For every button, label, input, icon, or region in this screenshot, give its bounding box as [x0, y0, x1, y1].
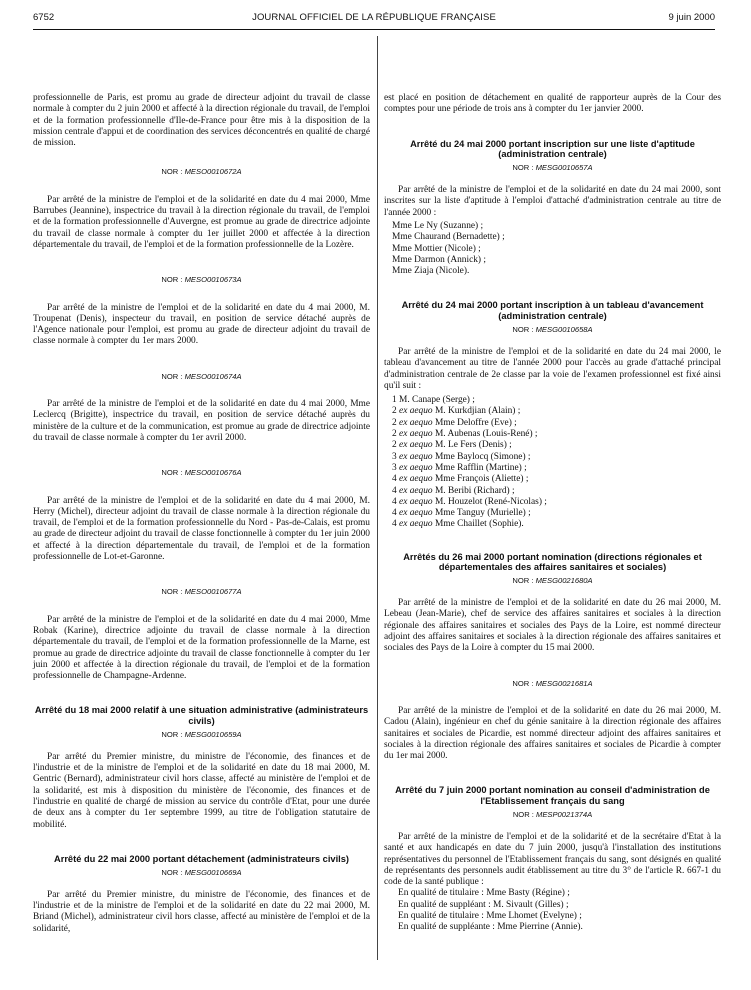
paragraph: Par arrêté de la ministre de l'emploi et de la solidarité en date du 26 mai 2000, M. Cadou (Alain), ingénieur en chef du génie sanitaire à la direction régionale des affaires sanitaires et sociales de Picardie, est nommé directeur adjoint des affaires sanitaires et sociales à la direction régionale des affaires sanitaires et sociales de Picardie à compter du 1er mai 2000.	[384, 705, 721, 762]
right-column	[384, 93, 721, 934]
list-item: Mme Mottier (Nicole) ;	[392, 243, 481, 254]
page-header	[33, 12, 715, 26]
decree-title: Arrêté du 24 mai 2000 portant inscription à un tableau d'avancement (administration centrale)	[401, 300, 704, 322]
nor-reference: NOR : MESG0021680A	[512, 575, 593, 585]
paragraph: Par arrêté de la ministre de l'emploi et de la solidarité en date du 4 mai 2000, Mme Barrubes (Jeannine), inspectrice du travail à la direction régionale du travail, de l'emploi et de la formation professionnelle d'Auvergne, est promue au grade de directrice adjointe du travail de classe normale à compter du 1er juillet 2000 et affectée à la direction départementale du travail, de l'emploi et de la formation professionnelle de la Lozère.	[33, 194, 370, 250]
decree-title: Arrêté du 18 mai 2000 relatif à une situation administrative (administrateurs civils)	[34, 705, 369, 726]
list-item: Mme Ziaja (Nicole).	[392, 266, 470, 277]
list-item: 1 M. Canape (Serge) ;	[392, 395, 475, 406]
nor-reference: NOR : MESO0010672A	[161, 167, 242, 177]
paragraph: En qualité de titulaire : Mme Basty (Régine) ;	[398, 888, 570, 899]
list-item: 4 ex aequo M. Beribi (Richard) ;	[392, 485, 515, 496]
page-number: 6752	[33, 12, 55, 23]
list-item: 4 ex aequo Mme Chaillet (Sophie).	[392, 519, 524, 530]
nor-reference: NOR : MESO0010676A	[161, 468, 242, 478]
paragraph: En qualité de titulaire : Mme Lhomet (Evelyne) ;	[398, 911, 582, 921]
list-item: 3 ex aequo Mme Baylocq (Simone) ;	[392, 451, 531, 462]
list-item: 4 ex aequo Mme Tanguy (Murielle) ;	[392, 508, 531, 519]
nor-reference: NOR : MESO0010673A	[161, 275, 242, 285]
list-item: 4 ex aequo M. Houzelot (René-Nicolas) ;	[392, 496, 547, 507]
issue-date: 9 juin 2000	[668, 12, 715, 23]
column-divider	[377, 36, 378, 960]
paragraph: Par arrêté du Premier ministre, du ministre de l'économie, des finances et de l'industrie et de la ministre de l'emploi et de la solidarité en date du 18 mai 2000, M. Gentric (Bernard), administrateur civil hors classe, affecté au ministère de l'emploi et de la solidarité, est mis à disposition du ministère de l'économie, des finances et de l'industrie en qualité de chargé de mission au service du contrôle d'Etat, pour une durée de deux ans à compter du 1er septembre 1999, au titre de l'obligation statutaire de mobilité.	[33, 751, 370, 830]
nor-reference: NOR : MESG0010659A	[161, 729, 242, 739]
paragraph: Par arrêté de la ministre de l'emploi et de la solidarité et de la secrétaire d'Etat à la santé et aux handicapés en date du 7 juin 2000, jusqu'à l'installation des institutions représentatives du personnel de l'Etablissement français du sang, sont désignés en qualité de représentants des personnels audit établissement au titre du 3° de l'article R. 667-1 du code de la santé publique :	[384, 831, 721, 888]
aptitude-list	[384, 221, 721, 277]
decree-title: Arrêté du 22 mai 2000 portant détachement (administrateurs civils)	[53, 853, 350, 864]
ranking-list	[384, 395, 721, 531]
list-item: 4 ex aequo Mme François (Aliette) ;	[392, 474, 529, 485]
nor-reference: NOR : MESO0010674A	[161, 371, 242, 381]
list-item: 2 ex aequo M. Le Fers (Denis) ;	[392, 440, 512, 451]
nor-reference: NOR : MESG0021681A	[512, 678, 593, 688]
paragraph: Par arrêté de la ministre de l'emploi et de la solidarité en date du 24 mai 2000, sont inscrites sur la liste d'aptitude à l'emploi d'attaché d'administration centrale au titre de l'année 2000 :	[384, 185, 721, 218]
nor-reference: NOR : MESO0010677A	[161, 587, 242, 597]
paragraph: Par arrêté de la ministre de l'emploi et de la solidarité en date du 26 mai 2000, M. Lebeau (Jean-Marie), chef de service des affaires sanitaires et sociales à la direction régionale des affaires sanitaires et sociales des Pays de la Loire, est nommé directeur adjoint des affaires sanitaires et sociales à la direction régionale des affaires sanitaires et sociales des Pays de la Loire à compter du 15 mai 2000.	[384, 598, 721, 654]
list-item: Mme Darmon (Annick) ;	[392, 254, 486, 265]
list-item: 3 ex aequo Mme Rafflin (Martine) ;	[392, 462, 527, 473]
paragraph: Par arrêté de la ministre de l'emploi et de la solidarité en date du 4 mai 2000, M. Herry (Michel), directeur adjoint du travail de classe normale à la direction régionale du travail, de l'emploi et de la formation professionnelle du Nord - Pas-de-Calais, est promu au grade de directeur adjoint du travail de classe fonctionnelle à compter du 1er juin 2000 et affecté à la direction départementale du travail, de l'emploi et de la formation professionnelle de Lot-et-Garonne.	[33, 495, 370, 563]
paragraph: En qualité de suppléant : M. Sivault (Gilles) ;	[398, 899, 569, 910]
nor-reference: NOR : MESP0021374A	[512, 809, 593, 819]
journal-title: JOURNAL OFFICIEL DE LA RÉPUBLIQUE FRANÇAISE	[252, 12, 496, 23]
paragraph: est placé en position de détachement en qualité de rapporteur auprès de la Cour des comptes pour une période de trois ans à compter du 1er janvier 2000.	[384, 93, 721, 115]
decree-title: Arrêté du 24 mai 2000 portant inscription sur une liste d'aptitude (administration centrale)	[410, 138, 695, 160]
list-item: 2 ex aequo M. Kurkdjian (Alain) ;	[392, 406, 521, 417]
paragraph: professionnelle de Paris, est promu au grade de directeur adjoint du travail de classe normale à compter du 2 juin 2000 et affecté à la direction régionale du travail, de l'emploi et de la formation professionnelle d'Ile-de-France pour être mis à la disposition de la mission centrale d'appui et de coordination des services déconcentrés en qualité de chargé de mission.	[33, 93, 370, 149]
list-item: Mme Chaurand (Bernadette) ;	[392, 232, 505, 243]
paragraph: Par arrêté de la ministre de l'emploi et de la solidarité en date du 4 mai 2000, M. Troupenat (Denis), inspecteur du travail, en position de service détaché auprès de l'Agence nationale pour l'emploi, est promu au grade de directeur adjoint du travail de classe normale à compter du 1er mars 2000.	[33, 302, 370, 347]
header-rule	[33, 29, 715, 30]
left-column	[33, 93, 370, 935]
list-item: Mme Le Ny (Suzanne) ;	[392, 220, 484, 231]
decree-title: Arrêtés du 26 mai 2000 portant nomination (directions régionales et départementales des affaires sanitaires et sociales)	[403, 551, 702, 573]
nor-reference: NOR : MESG0010658A	[512, 324, 593, 334]
paragraph: En qualité de suppléante : Mme Pierrine (Annie).	[398, 922, 583, 933]
paragraph: Par arrêté de la ministre de l'emploi et de la solidarité en date du 4 mai 2000, Mme Leclercq (Brigitte), inspectrice du travail, en position de service détaché auprès du ministère de la culture et de la communication, est promue au grade de directrice adjointe du travail de classe normale à compter du 1er avril 2000.	[33, 399, 370, 443]
paragraph: Par arrêté de la ministre de l'emploi et de la solidarité en date du 24 mai 2000, le tableau d'avancement au titre de l'année 2000 pour l'accès au grade d'attaché principal d'administration centrale de 2e classe par la voie de l'examen professionnel est fixé ainsi qu'il suit :	[384, 346, 721, 391]
decree-title: Arrêté du 7 juin 2000 portant nomination au conseil d'administration de l'Etablissement français du sang	[395, 785, 710, 807]
paragraph: Par arrêté de la ministre de l'emploi et de la solidarité en date du 4 mai 2000, Mme Robak (Karine), directrice adjointe du travail de classe normale à la direction départementale du travail, de l'emploi et de la formation professionnelle de la Marne, est promue au grade de directrice adjointe du travail de classe fonctionnelle à compter du 1er juin 2000 et affectée à la direction régionale du travail, de l'emploi et de la formation professionnelle de Champagne-Ardenne.	[33, 614, 370, 682]
nor-reference: NOR : MESG0010669A	[161, 867, 242, 877]
paragraph: Par arrêté du Premier ministre, du ministre de l'économie, des finances et de l'industrie et de la ministre de l'emploi et de la solidarité en date du 22 mai 2000, M. Briand (Michel), administrateur civil hors classe, affecté au ministère de l'emploi et de la solidarité,	[33, 889, 370, 934]
list-item: 2 ex aequo M. Aubenas (Louis-René) ;	[392, 429, 538, 440]
nor-reference: NOR : MESG0010657A	[512, 162, 593, 172]
list-item: 2 ex aequo Mme Deloffre (Eve) ;	[392, 417, 517, 428]
